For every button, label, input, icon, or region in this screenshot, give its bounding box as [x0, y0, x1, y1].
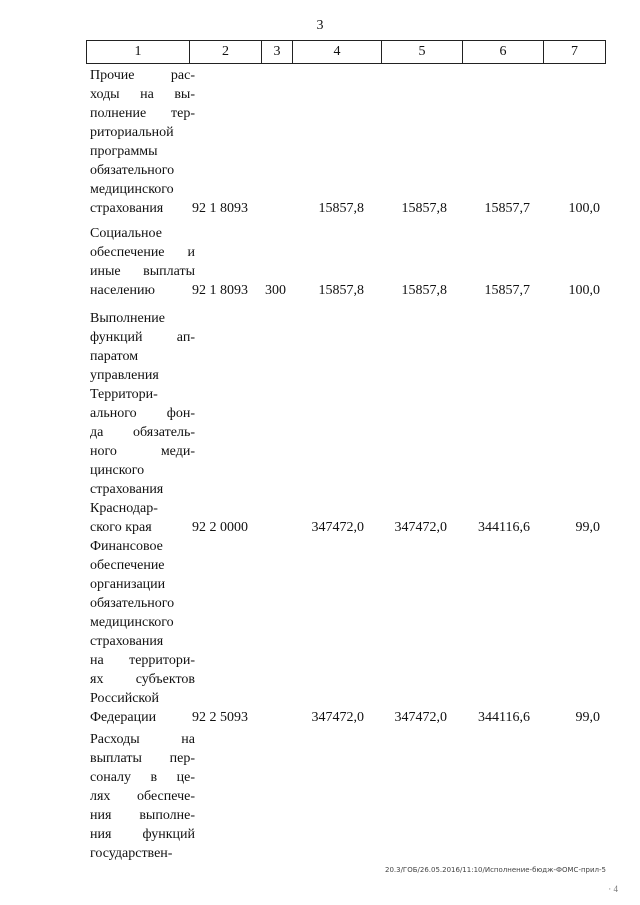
row-code: 92 2 0000	[192, 520, 248, 535]
row-kvr: 300	[265, 283, 286, 298]
row-col-7: 99,0	[575, 520, 600, 535]
description-line: ного меди-	[90, 444, 195, 459]
row-col-6: 344116,6	[478, 710, 530, 725]
description-line: Краснодар-	[90, 501, 158, 516]
description-line: страхования	[90, 634, 164, 649]
row-col-5: 15857,8	[401, 283, 447, 298]
description-line: организации	[90, 577, 166, 592]
description-line: ходы на вы-	[90, 87, 195, 102]
header-col-3: 3	[262, 41, 293, 63]
description-line: населению	[90, 283, 155, 298]
header-col-5: 5	[382, 41, 463, 63]
row-col-7: 99,0	[575, 710, 600, 725]
row-col-4: 15857,8	[318, 283, 364, 298]
footer-path: 20.3/ГОБ/26.05.2016/11:10/Исполнение-бюдж-ФОМС-прил-5	[384, 866, 606, 874]
row-col-4: 347472,0	[311, 520, 364, 535]
description-line: Социальное	[90, 226, 162, 241]
row-col-6: 15857,7	[484, 283, 530, 298]
description-line: Федерации	[90, 710, 157, 725]
description-line: Финансовое	[90, 539, 163, 554]
description-line: на территори-	[90, 653, 195, 668]
table-header	[86, 40, 606, 64]
description-line: государствен-	[90, 846, 173, 861]
description-line: страхования	[90, 201, 164, 216]
row-col-5: 15857,8	[401, 201, 447, 216]
description-line: обеспечение и	[90, 245, 195, 260]
header-col-1: 1	[87, 41, 190, 63]
description-line: обеспечение	[90, 558, 165, 573]
row-description	[90, 66, 195, 218]
description-line: соналу в це-	[90, 770, 195, 785]
row-description	[90, 730, 195, 863]
row-col-7: 100,0	[568, 201, 600, 216]
row-code: 92 2 5093	[192, 710, 248, 725]
row-col-4: 15857,8	[318, 201, 364, 216]
description-line: ния функций	[90, 827, 195, 842]
description-line: Прочие рас-	[90, 68, 195, 83]
row-col-7: 100,0	[568, 283, 600, 298]
row-col-5: 347472,0	[394, 520, 447, 535]
header-col-7: 7	[571, 44, 578, 59]
row-code: 92 1 8093	[192, 201, 248, 216]
description-line: управления	[90, 368, 159, 383]
description-line: обязательного	[90, 163, 175, 178]
corner-mark: · 4	[608, 884, 618, 894]
description-line: ского края	[90, 520, 152, 535]
description-line: страхования	[90, 482, 164, 497]
description-line: ального фон-	[90, 406, 195, 421]
description-line: выплаты пер-	[90, 751, 195, 766]
row-description	[90, 309, 195, 537]
description-line: ях субъектов	[90, 672, 195, 687]
page-number: 3	[316, 18, 324, 33]
description-line: Выполнение	[90, 311, 165, 326]
row-description	[90, 224, 195, 300]
description-line: Территори-	[90, 387, 158, 402]
description-line: медицинского	[90, 182, 174, 197]
description-line: цинского	[90, 463, 145, 478]
description-line: иные выплаты	[90, 264, 195, 279]
row-code: 92 1 8093	[192, 283, 248, 298]
description-line: Российской	[90, 691, 159, 706]
row-col-6: 344116,6	[478, 520, 530, 535]
description-line: паратом	[90, 349, 139, 364]
row-description	[90, 537, 195, 727]
row-col-5: 347472,0	[394, 710, 447, 725]
description-line: ния выполне-	[90, 808, 195, 823]
description-line: программы	[90, 144, 158, 159]
row-col-6: 15857,7	[484, 201, 530, 216]
description-line: лях обеспече-	[90, 789, 195, 804]
description-line: риториальной	[90, 125, 174, 140]
header-col-2: 2	[190, 41, 262, 63]
description-line: функций ап-	[90, 330, 195, 345]
description-line: медицинского	[90, 615, 174, 630]
row-col-4: 347472,0	[311, 710, 364, 725]
description-line: обязательного	[90, 596, 175, 611]
header-col-4: 4	[293, 41, 382, 63]
header-col-6: 6	[463, 41, 544, 63]
description-line: полнение тер-	[90, 106, 195, 121]
description-line: Расходы на	[90, 732, 195, 747]
description-line: да обязатель-	[90, 425, 195, 440]
